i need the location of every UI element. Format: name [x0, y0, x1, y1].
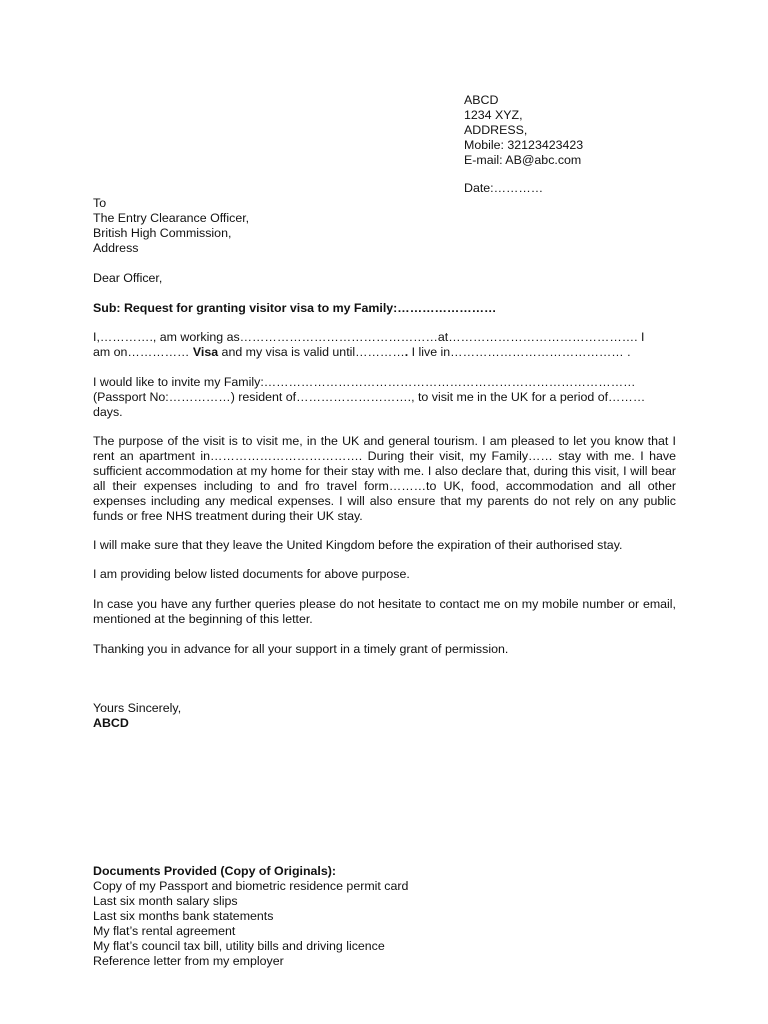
sender-mobile: Mobile: 32123423423 — [464, 138, 584, 152]
paragraph-invitation-line3: days. — [93, 405, 123, 419]
letter-date: Date:………… — [464, 181, 544, 195]
visa-validity-dot: . — [404, 345, 409, 359]
sender-email: E-mail: AB@abc.com — [464, 153, 582, 167]
document-item: Copy of my Passport and biometric residence permit card — [93, 879, 409, 893]
paragraph-contact: In case you have any further queries please do not hesitate to contact me on my mobile number or email, mentioned at the beginning of this letter. — [93, 597, 676, 626]
paragraph-invitation-line1: I would like to invite my Family:……………………………………………………………………………… — [93, 375, 636, 389]
paragraph-invitation — [93, 375, 676, 420]
subject-line: Sub: Request for granting visitor visa to my Family:…………………… — [93, 301, 497, 315]
paragraph-introduction — [93, 330, 676, 360]
document-item: Reference letter from my employer — [93, 954, 284, 968]
visa-validity-text: and my visa is valid until………… — [218, 345, 405, 359]
paragraph-thanks: Thanking you in advance for all your support in a timely grant of permission. — [93, 642, 509, 656]
document-item: Last six month salary slips — [93, 894, 238, 908]
visa-duration-text: am on…………… — [93, 345, 193, 359]
document-item: Last six months bank statements — [93, 909, 274, 923]
paragraph-invitation-line2: (Passport No:……………) resident of………………………., to visit me in the UK for a period of……… — [93, 390, 646, 404]
documents-section — [93, 864, 676, 969]
visa-word: Visa — [192, 345, 219, 359]
sender-address-line1: 1234 XYZ, — [464, 108, 523, 122]
valediction: Yours Sincerely, — [93, 701, 182, 715]
residence-text: I live in…………………………………… . — [408, 345, 631, 359]
recipient-title: The Entry Clearance Officer, — [93, 211, 250, 225]
recipient-to: To — [93, 196, 107, 210]
paragraph-departure: I will make sure that they leave the United Kingdom before the expiration of their authorised stay. — [93, 538, 623, 552]
sender-address-block — [464, 93, 583, 168]
recipient-address-block — [93, 196, 249, 256]
document-item: My flat’s rental agreement — [93, 924, 236, 938]
paragraph-introduction-line1: I,…………., am working as…………………………………………at………………………………………. I — [93, 330, 645, 344]
document-item: My flat’s council tax bill, utility bills and driving licence — [93, 939, 385, 953]
recipient-office: British High Commission, — [93, 226, 232, 240]
paragraph-introduction-line2 — [93, 345, 676, 360]
sender-address-line2: ADDRESS, — [464, 123, 528, 137]
signature-name: ABCD — [93, 716, 129, 730]
closing-block — [93, 701, 676, 731]
documents-heading: Documents Provided (Copy of Originals): — [93, 864, 337, 878]
salutation: Dear Officer, — [93, 271, 163, 285]
sender-name: ABCD — [464, 93, 499, 107]
paragraph-documents-intro: I am providing below listed documents for above purpose. — [93, 567, 410, 581]
recipient-address: Address — [93, 241, 139, 255]
paragraph-purpose: The purpose of the visit is to visit me, in the UK and general tourism. I am pleased to let you know that I rent an apartment in………………………………. During their visit, my Family…… stay with me. I have sufficient accommodation at my home for their stay with me. I also declare that, during this visit, I will bear all their expenses including to and fro travel form………to UK, food, accommodation and all other expenses including any medical expenses. I will also ensure that my parents do not rely on any public funds or free NHS treatment during their UK stay. — [93, 434, 676, 523]
